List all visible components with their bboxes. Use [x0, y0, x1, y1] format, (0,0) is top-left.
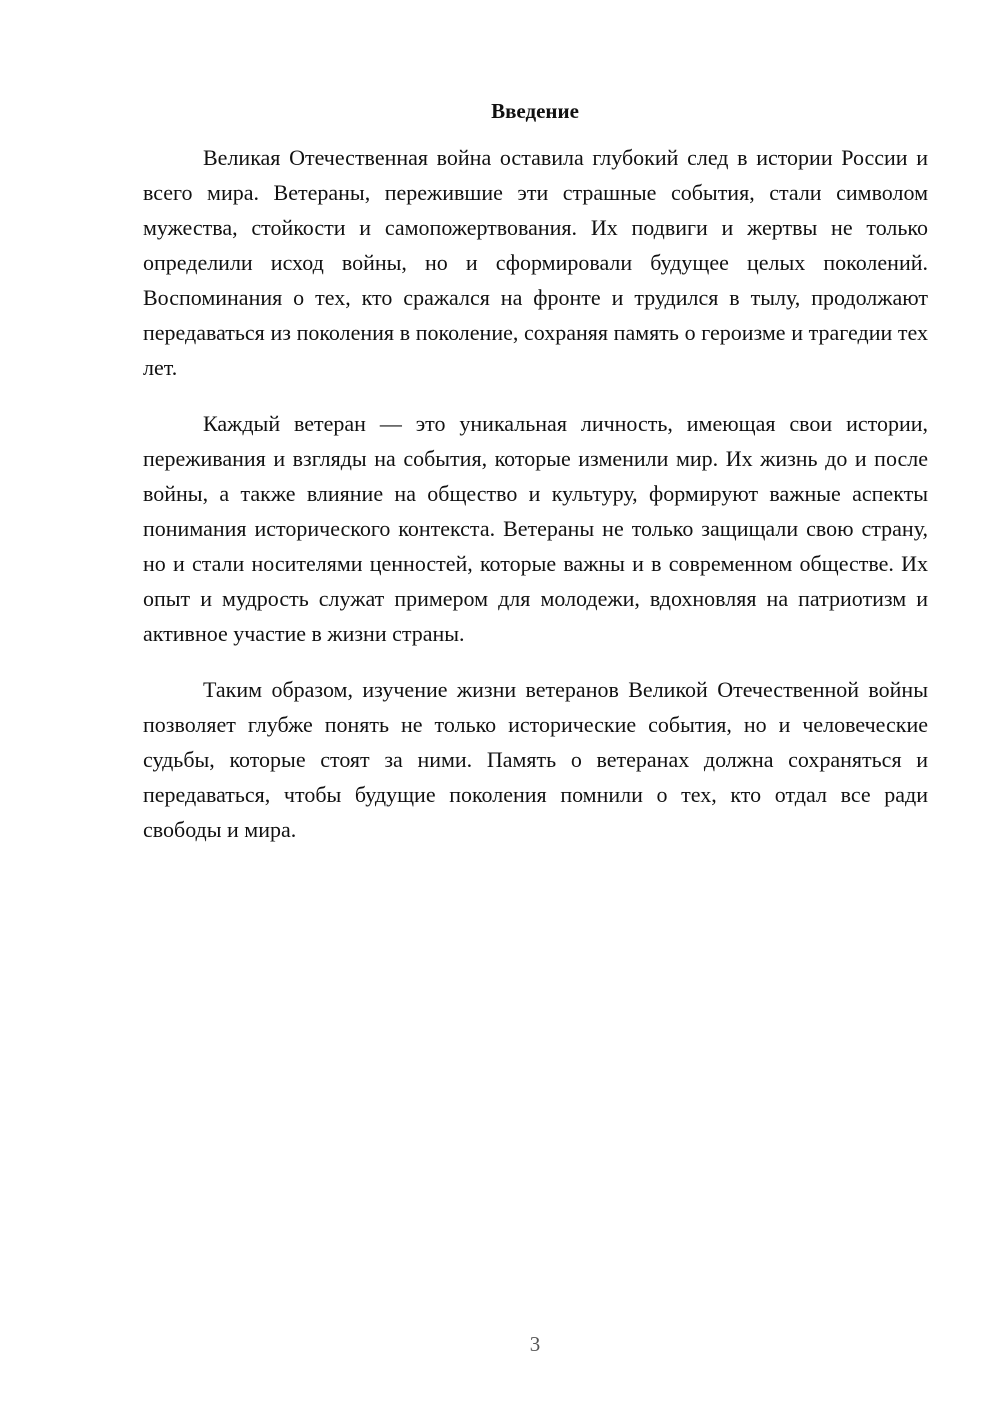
paragraph-3: Таким образом, изучение жизни ветеранов Великой Отечественной войны позволяет глубже понять не только исторические события, но и человеческие судьбы, которые стоят за ними. Память о ветеранах должна сохраняться и передаваться, чтобы будущие поколения помнили о тех, кто отдал все ради свободы и мира.: [143, 677, 928, 842]
section-title: Введение: [491, 99, 579, 123]
paragraph-2: Каждый ветеран — это уникальная личность, имеющая свои истории, переживания и взгляды на события, которые изменили мир. Их жизнь до и после войны, а также влияние на общество и культуру, формируют важные аспекты понимания исторического контекста. Ветераны не только защищали свою страну, но и стали носителями ценностей, которые важны и в современном обществе. Их опыт и мудрость служат примером для молодежи, вдохновляя на патриотизм и активное участие в жизни страны.: [143, 411, 928, 646]
page-number: 3: [529, 1332, 541, 1356]
body-text: [143, 140, 928, 868]
paragraph-1: Великая Отечественная война оставила глубокий след в истории России и всего мира. Ветераны, пережившие эти страшные события, стали символом мужества, стойкости и самопожертвования. Их подвиги и жертвы не только определили исход войны, но и сформировали будущее целых поколений. Воспоминания о тех, кто сражался на фронте и трудился в тылу, продолжают передаваться из поколения в поколение, сохраняя память о героизме и трагедии тех лет.: [143, 145, 928, 380]
